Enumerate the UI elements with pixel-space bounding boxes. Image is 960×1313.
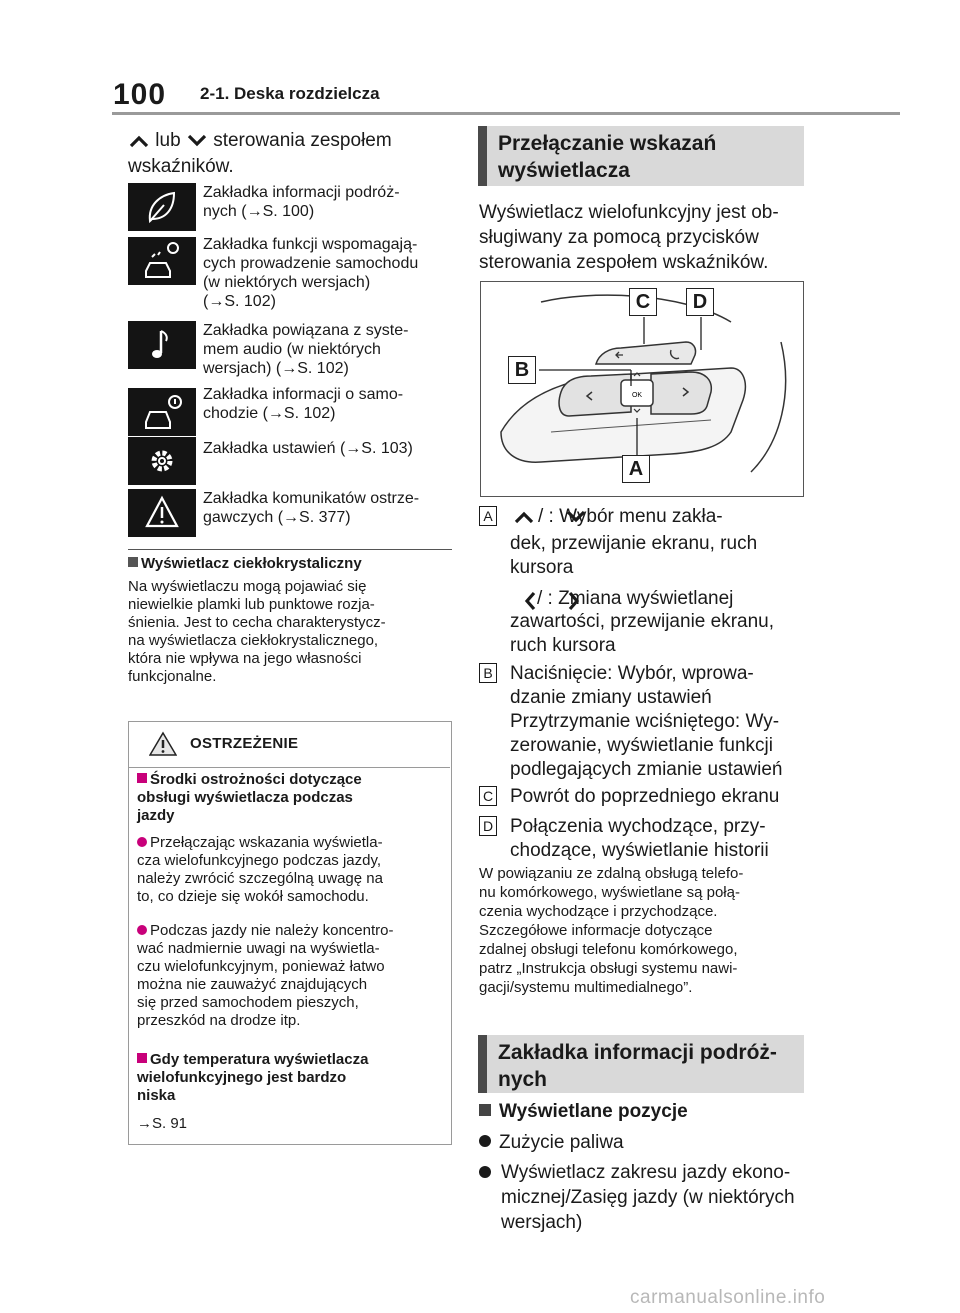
diagram-label-a: A: [622, 455, 650, 483]
item-fuel-text: Zużycie paliwa: [499, 1132, 624, 1153]
square-bullet-icon: [137, 773, 147, 783]
round-bullet-icon: [137, 925, 147, 935]
section-title: Zakładka informacji podróż- nych: [498, 1041, 777, 1091]
watermark: carmanualsonline.info: [630, 1287, 826, 1308]
round-bullet-icon: [479, 1166, 491, 1178]
warning-subheading-1-text: Środki ostrożności dotyczące obsługi wyświetlacza podczas jazdy: [137, 771, 362, 824]
section-title: Przełączanie wskazań wyświetlacza: [498, 132, 717, 182]
legend-a-line1: [513, 505, 808, 529]
item-range-text: Wyświetlacz zakresu jazdy ekono- micznej/Zasięg jazdy (w niektórych wersjach): [501, 1162, 795, 1233]
legend-a-line1-text: / : Wybór menu zakła-: [538, 506, 723, 527]
legend-a-line4-text: zawartości, przewijanie ekranu, ruch kursora: [510, 611, 775, 656]
driving-assist-icon: [128, 237, 196, 285]
tab-text: Zakładka ustawień (→S. 103): [203, 440, 413, 457]
tab-text: Zakładka informacji podróż- nych (→S. 100): [203, 184, 400, 220]
square-bullet-icon: [479, 1104, 491, 1116]
legend-a-line4: [479, 610, 804, 658]
chevron-up-icon: [513, 510, 535, 524]
legend-a-line2: [479, 532, 804, 580]
legend-b-text: Naciśnięcie: Wybór, wprowa- dzanie zmiany ustawień Przytrzymanie wciśniętego: Wy- zerowanie, wyświetlanie funkcji podlegających zmianie ustawień: [510, 663, 783, 780]
items-heading: [479, 1101, 688, 1123]
lcd-text: Na wyświetlaczu mogą pojawiać się niewielkie plamki lub punktowe rozja- śnienia. Jest to cecha charakterystycz- na wyświetlacza ciekłokrystalicznego, która nie wpływa na jego własności funkcjonalne.: [128, 578, 386, 685]
tab-text: Zakładka funkcji wspomagają- cych prowadzenie samochodu (w niektórych wersjach) (→S. 102): [203, 236, 419, 310]
square-bullet-icon: [137, 1053, 147, 1063]
subheading-rule: [128, 549, 452, 550]
diagram-label-d: D: [686, 288, 714, 316]
chevron-left-icon: [523, 590, 537, 612]
section-accent: [478, 1035, 487, 1093]
warning-triangle-icon: [128, 489, 196, 537]
section-intro: Wyświetlacz wielofunkcyjny jest ob- sługiwany za pomocą przycisków sterowania zespołem wskaźników.: [479, 202, 779, 273]
warning-bullet-2: [137, 922, 442, 1030]
items-heading-text: Wyświetlane pozycje: [499, 1101, 688, 1122]
page-number: 100: [113, 78, 167, 111]
legend-d-text: Połączenia wychodzące, przy- chodzące, wyświetlanie historii: [510, 816, 769, 861]
warning-triangle-icon: [149, 731, 177, 757]
diagram-label-c: C: [629, 288, 657, 316]
gear-icon: [128, 437, 196, 485]
square-bullet-icon: [128, 557, 138, 567]
warning-subheading-2-text: Gdy temperatura wyświetlacza wielofunkcyjnego jest bardzo niska: [137, 1051, 369, 1104]
warning-bullet-2-text: Podczas jazdy nie należy koncentro- wać nadmiernie uwagi na wyświetla- czu wielofunkcyjnym, ponieważ łatwo można nie zauważyć znajdujących się przed samochodem pieszych, przeszkód na drodze itp.: [137, 922, 394, 1029]
item-fuel: [479, 1130, 804, 1155]
chevron-up-icon: [128, 134, 150, 148]
tab-text: Zakładka komunikatów ostrze- gawczych (→S. 377): [203, 490, 420, 526]
legend-a-line2-text: dek, przewijanie ekranu, ruch kursora: [510, 533, 758, 578]
tab-text: Zakładka powiązana z syste- mem audio (w niektórych wersjach) (→S. 102): [203, 322, 409, 377]
legend-a-line3-text: / : Zmiana wyświetlanej: [537, 588, 734, 609]
music-note-icon: [128, 321, 196, 369]
legend-c-text: Powrót do poprzedniego ekranu: [510, 786, 780, 807]
warning-subheading-2: [137, 1051, 442, 1105]
round-bullet-icon: [137, 837, 147, 847]
tab-text: Zakładka informacji o samo- chodzie (→S. 102): [203, 386, 404, 422]
header-rule: [112, 112, 900, 115]
legend-label-c: C: [479, 786, 497, 806]
lcd-heading: [128, 555, 362, 572]
phone-note: W powiązaniu ze zdalną obsługą telefo- nu komórkowego, wyświetlane są połą- czenia wychodzące i przychodzące. Szczegółowe informacje dotyczące zdalnej obsługi telefonu komórkowego, patrz „Instrukcja obsługi systemu nawi- gacji/systemu multimedialnego”.: [479, 865, 744, 996]
leaf-icon: [128, 183, 196, 231]
legend-label-d: D: [479, 816, 497, 836]
intro-text-body: sterowania zespołem wskaźników.: [128, 130, 392, 177]
section-accent: [478, 126, 487, 186]
legend-b: [479, 662, 804, 780]
intro-text: [128, 128, 458, 180]
warning-bullet-1-text: Przełączając wskazania wyświetla- cza wielofunkcyjnego podczas jazdy, należy zwrócić szczególną uwagę na to, co dzieje się wokół samochodu.: [137, 834, 383, 905]
round-bullet-icon: [479, 1135, 491, 1147]
intro-lub: lub: [155, 130, 181, 151]
warning-bullet-1: [137, 834, 442, 906]
warning-subheading-1: [137, 771, 442, 825]
diagram-label-b: B: [508, 356, 536, 384]
section-heading-trip: [478, 1035, 804, 1093]
lcd-heading-text: Wyświetlacz ciekłokrystaliczny: [141, 555, 362, 572]
chevron-down-icon: [186, 134, 208, 148]
vehicle-info-icon: [128, 388, 196, 436]
section-heading-switching: [478, 126, 804, 186]
legend-label-b: B: [479, 663, 497, 683]
warning-title: OSTRZEŻENIE: [190, 735, 299, 752]
svg-text:OK: OK: [631, 392, 643, 399]
chapter-title: 2-1. Deska rozdzielcza: [200, 84, 380, 103]
warning-ref: →S. 91: [137, 1115, 188, 1132]
legend-label-a: A: [479, 506, 497, 526]
